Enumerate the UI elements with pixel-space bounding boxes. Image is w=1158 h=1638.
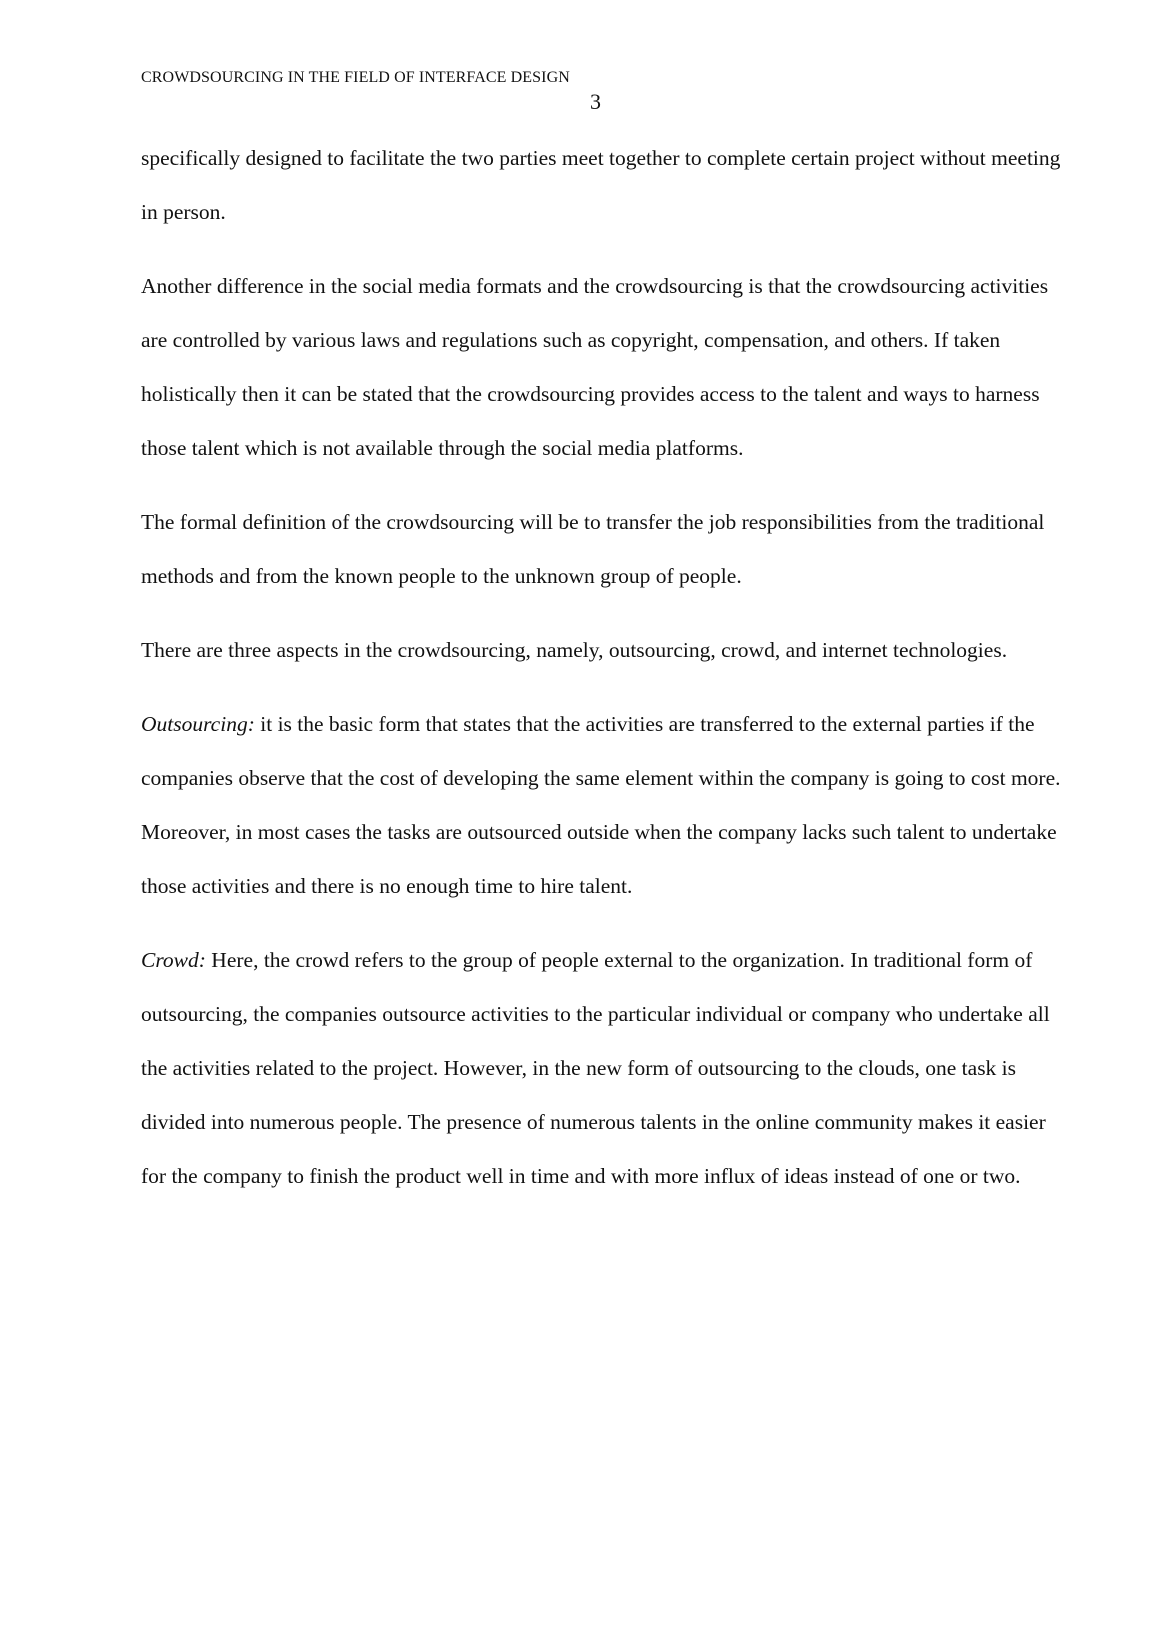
paragraph-crowd xyxy=(141,933,1061,1203)
paragraph-text: Here, the crowd refers to the group of people external to the organization. In traditional form of outsourcing, the companies outsource activities to the particular individual or company who undertake all the activities related to the project. However, in the new form of outsourcing to the clouds, one task is divided into numerous people. The presence of numerous talents in the online community makes it easier for the company to finish the product well in time and with more influx of ideas instead of one or two. xyxy=(141,948,1050,1188)
paragraph-formal-definition xyxy=(141,495,1061,603)
paragraph-text: The formal definition of the crowdsourcing will be to transfer the job responsibilities from the traditional methods and from the known people to the unknown group of people. xyxy=(141,510,1045,588)
paragraph-social-media-difference xyxy=(141,259,1061,475)
paragraph-text: it is the basic form that states that the activities are transferred to the external parties if the companies observe that the cost of developing the same element within the company is going to cost more. Moreover, in most cases the tasks are outsourced outside when the company lacks such talent to undertake those activities and there is no enough time to hire talent. xyxy=(141,712,1061,898)
paragraph-continuation xyxy=(141,131,1061,239)
document-body xyxy=(141,131,1061,1223)
page-number: 3 xyxy=(590,89,601,114)
paragraph-lead-term: Outsourcing: xyxy=(141,712,255,736)
running-head: CROWDSOURCING IN THE FIELD OF INTERFACE DESIGN xyxy=(141,69,570,86)
paragraph-text: specifically designed to facilitate the two parties meet together to complete certain project without meeting in person. xyxy=(141,146,1061,224)
paragraph-lead-term: Crowd: xyxy=(141,948,206,972)
paragraph-three-aspects xyxy=(141,623,1061,677)
paragraph-text: There are three aspects in the crowdsourcing, namely, outsourcing, crowd, and internet technologies. xyxy=(141,638,1008,662)
paragraph-text: Another difference in the social media formats and the crowdsourcing is that the crowdsourcing activities are controlled by various laws and regulations such as copyright, compensation, and others. If taken holistically then it can be stated that the crowdsourcing provides access to the talent and ways to harness those talent which is not available through the social media platforms. xyxy=(141,274,1049,460)
paragraph-outsourcing xyxy=(141,697,1061,913)
